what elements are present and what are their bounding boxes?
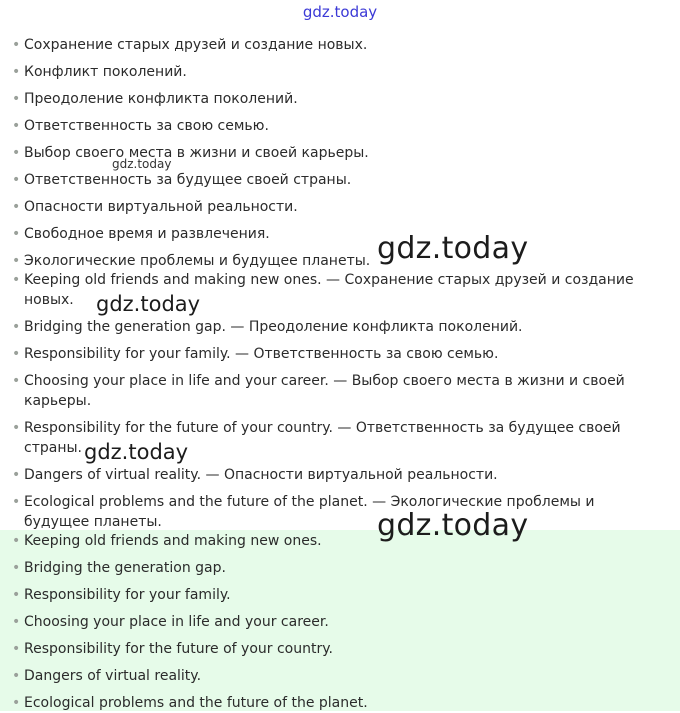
bullet-icon: • [12, 641, 21, 657]
list-item: • Responsibility for the future of your country. [12, 641, 333, 657]
bullet-icon: • [12, 319, 21, 335]
bullet-icon: • [12, 272, 21, 288]
bullet-icon: • [12, 373, 21, 389]
list-item: • Keeping old friends and making new ones. — Сохранение старых друзей и создание новых. [12, 272, 634, 308]
list-item: • Responsibility for your family. — Ответственность за свою семью. [12, 346, 499, 362]
bullet-icon: • [12, 37, 21, 53]
watermark: gdz.today [377, 231, 529, 266]
list-item: • Конфликт поколений. [12, 64, 187, 80]
list-item: • Выбор своего места в жизни и своей карьеры. [12, 145, 369, 161]
bullet-icon: • [12, 533, 21, 549]
bullet-icon: • [12, 695, 21, 711]
bullet-icon: • [12, 668, 21, 684]
bullet-icon: • [12, 420, 21, 436]
watermark: gdz.today [377, 508, 529, 543]
list-item: • Ответственность за будущее своей страны. [12, 172, 352, 188]
list-item: • Ecological problems and the future of the planet. [12, 695, 368, 711]
list-item: • Ответственность за свою семью. [12, 118, 269, 134]
list-item: • Choosing your place in life and your career. — Выбор своего места в жизни и своей карьеры. [12, 373, 625, 409]
bullet-icon: • [12, 199, 21, 215]
bullet-icon: • [12, 64, 21, 80]
list-item: • Ecological problems and the future of the planet. — Экологические проблемы и будущее планеты. [12, 494, 595, 530]
list-item: • Responsibility for your family. [12, 587, 231, 603]
list-item: • Свободное время и развлечения. [12, 226, 270, 242]
bullet-icon: • [12, 91, 21, 107]
list-item: • Экологические проблемы и будущее планеты. [12, 253, 371, 269]
bullet-icon: • [12, 172, 21, 188]
list-item: • Dangers of virtual reality. [12, 668, 202, 684]
watermark: gdz.today [112, 157, 172, 171]
site-header [0, 3, 680, 21]
list-item: • Keeping old friends and making new ones. [12, 533, 322, 549]
list-item: • Choosing your place in life and your career. [12, 614, 329, 630]
watermark: gdz.today [84, 440, 189, 464]
list-item: • Dangers of virtual reality. — Опасности виртуальной реальности. [12, 467, 498, 483]
bullet-icon: • [12, 494, 21, 510]
bullet-icon: • [12, 587, 21, 603]
bullet-icon: • [12, 145, 21, 161]
bullet-icon: • [12, 253, 21, 269]
list-item: • Responsibility for the future of your country. — Ответственность за будущее своей страны. [12, 420, 621, 456]
list-item: • Bridging the generation gap. [12, 560, 226, 576]
bullet-icon: • [12, 467, 21, 483]
list-item: • Bridging the generation gap. — Преодоление конфликта поколений. [12, 319, 523, 335]
bullet-icon: • [12, 560, 21, 576]
bullet-icon: • [12, 346, 21, 362]
list-item: • Преодоление конфликта поколений. [12, 91, 298, 107]
list-item: • Опасности виртуальной реальности. [12, 199, 298, 215]
list-item: • Сохранение старых друзей и создание новых. [12, 37, 368, 53]
bullet-icon: • [12, 226, 21, 242]
bullet-icon: • [12, 118, 21, 134]
site-link[interactable]: gdz.today [302, 3, 378, 21]
watermark: gdz.today [96, 292, 201, 316]
bullet-icon: • [12, 614, 21, 630]
